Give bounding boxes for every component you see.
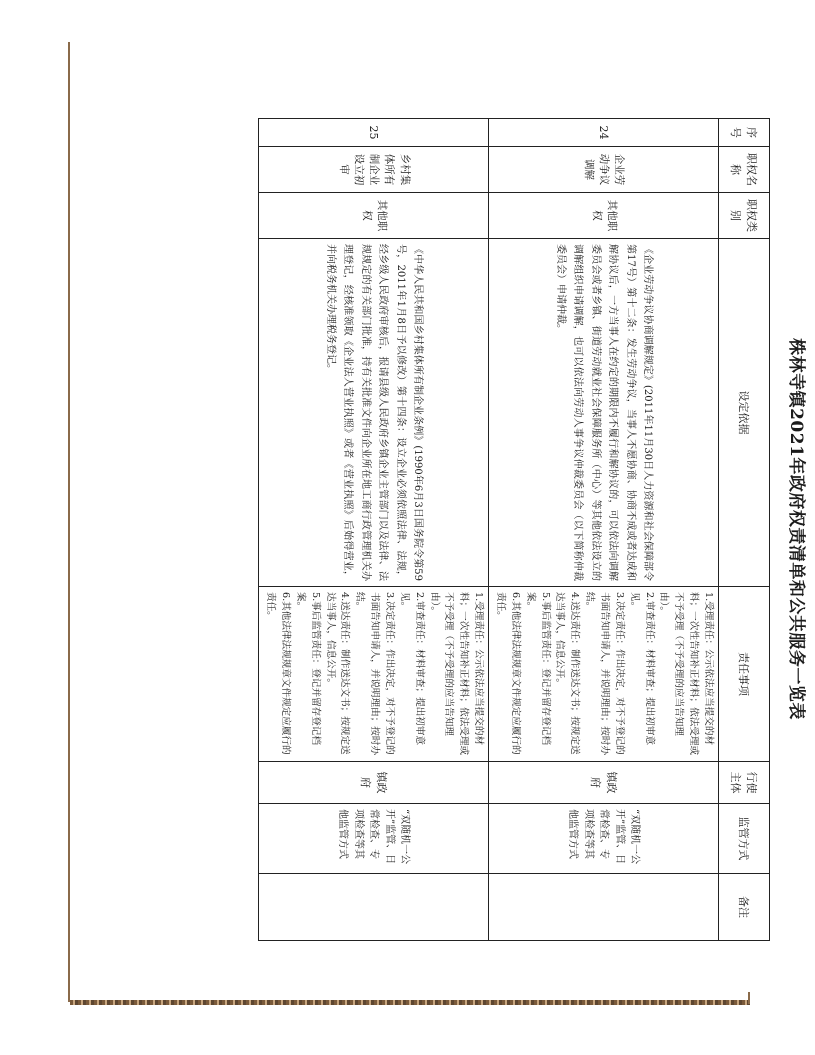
header-category: 职权类别: [719, 193, 770, 239]
scan-border-bottom: [70, 1000, 750, 1005]
row-category: 其他职权: [489, 193, 719, 239]
duty-item: 4.送达责任：制作送达文书；按规定送达当事人，信息公开。: [324, 592, 351, 755]
table-header-row: [719, 119, 770, 941]
duty-item: 1.受理责任：公示依法应当提交的材料；一次性告知补正材料；依法受理或不予受理（不予受理的应当告知理由）。: [658, 592, 714, 756]
duty-item: 6.其他法律法规规章文件规定应履行的责任。: [494, 592, 521, 755]
duty-item: 5.事后监管责任：登记并留存登记档案。: [294, 592, 321, 746]
header-subject: 行使主体: [719, 762, 770, 804]
header-supervision: 监管方式: [719, 804, 770, 874]
duty-item: 6.其他法律法规规章文件规定应履行的责任。: [265, 592, 291, 755]
document-title: 株林寺镇2021年政府权责清单和公共服务一览表: [786, 338, 806, 720]
row-remark: [489, 874, 719, 941]
scan-border-left: [68, 42, 70, 1002]
row-duty: [259, 587, 489, 762]
header-remark: 备注: [719, 874, 770, 941]
row-subject: 镇政府: [259, 762, 489, 804]
duty-item: 5.事后监管责任：登记并留存登记档案。: [524, 592, 551, 746]
row-category: 其他职权: [259, 193, 489, 239]
header-basis: 设定依据: [719, 239, 770, 587]
scan-border-right: [748, 992, 750, 1004]
duty-item: 4.送达责任：制作送达文书；按规定送达当事人，信息公开。: [554, 592, 581, 755]
table-row: [259, 119, 489, 941]
row-name: 企业劳动争议调解: [489, 147, 719, 193]
rotated-document-page: [265, 118, 815, 940]
authority-list-table: [258, 118, 770, 941]
header-name: 职权名称: [719, 147, 770, 193]
row-subject: 镇政府: [489, 762, 719, 804]
row-name: 乡村集体所有制企业设立初审: [259, 147, 489, 193]
duty-item: 2.审查责任：材料审查；提出初审意见。: [398, 592, 425, 746]
header-no: 序号: [719, 119, 770, 147]
row-basis: 《中华人民共和国乡村集体所有制企业条例》(1990年6月3日国务院令第59号，2011年1月8日予以修改）第十四条：设立企业必须依照法律、法规，经乡级人民政府审核后，报请县级人民政府乡镇企业主管部门以及法律、法规规定的有关部门批准，持有关批准文件向企业所在地工商行政管理机关办理登记，经核准领取《企业法人营业执照》或者《营业执照》后始得营业，并向税务机关办理税务登记。: [259, 239, 489, 587]
row-duty: [489, 587, 719, 762]
row-no: 24: [489, 119, 719, 147]
duty-item: 1.受理责任：公示依法应当提交的材料；一次性告知补正材料；依法受理或不予受理（不予受理的应当告知理由）。: [428, 592, 485, 756]
duty-item: 2.审查责任：材料审查；提出初审意见。: [628, 592, 655, 746]
row-basis: 《企业劳动争议协商调解规定》(2011年11月30日人力资源和社会保障部令第17号）第十二条：发生劳动争议，当事人不愿协商、协商不成或者达成和解协议后，一方当事人在约定的期限内不履行和解协议的，可以依法向调解委员会或者乡镇、街道劳动就业社会保障服务所（中心）等其他依法设立的调解组织申请调解，也可以依法向劳动人事争议仲裁委员会（以下简称仲裁委员会）申请仲裁。: [489, 239, 719, 587]
table-row: [489, 119, 719, 941]
header-duty: 责任事项: [719, 587, 770, 762]
row-remark: [259, 874, 489, 941]
row-no: 25: [259, 119, 489, 147]
duty-item: 3.决定责任：作出决定，对不予登记的书面告知申请人，并说明理由；按时办结。: [354, 592, 395, 756]
row-supervision: “双随机一公开”监管、日常检查、专项检查等其他监管方式: [259, 804, 489, 874]
duty-item: 3.决定责任：作出决定，对不予登记的书面告知申请人，并说明理由；按时办结。: [584, 592, 625, 756]
row-supervision: “双随机一公开”监管、日常检查、专项检查等其他监管方式: [489, 804, 719, 874]
